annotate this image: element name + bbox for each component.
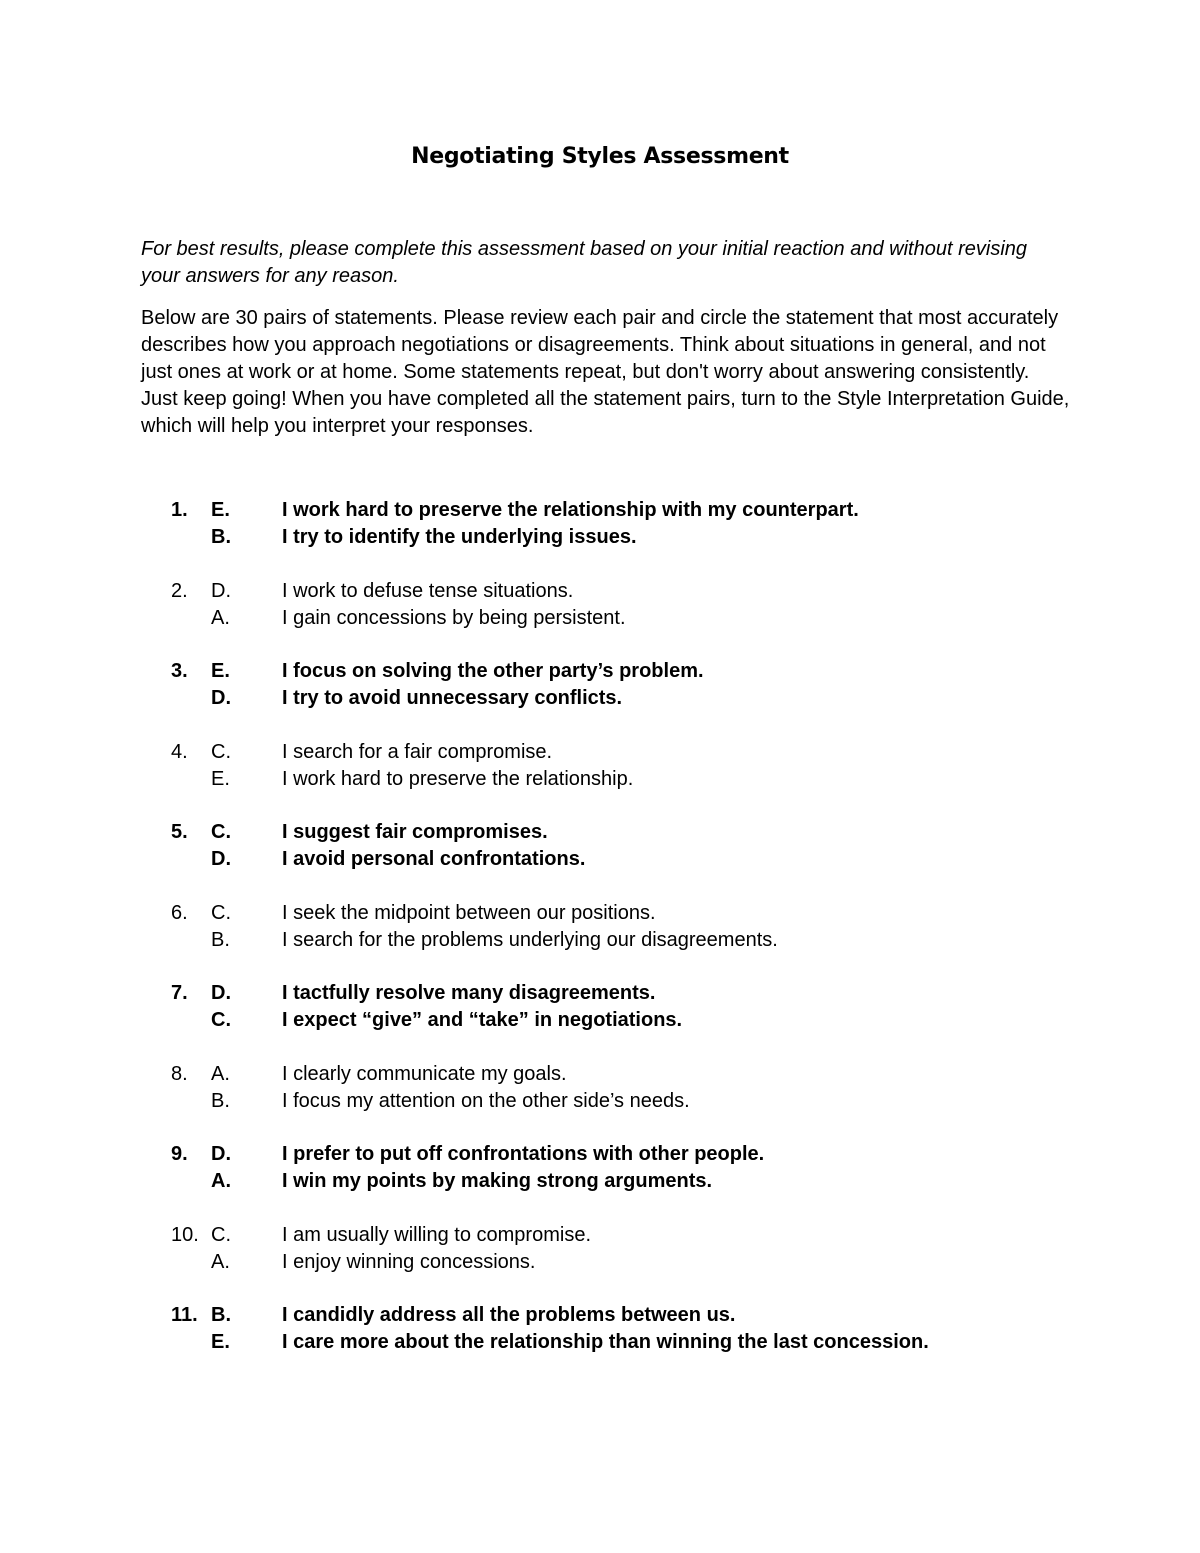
- option-letter: A.: [211, 1170, 231, 1192]
- option-letter: E.: [211, 660, 230, 682]
- question-number: 6.: [171, 901, 188, 924]
- statement-text: I candidly address all the problems between us.: [282, 1304, 736, 1326]
- option-letter: D.: [211, 579, 231, 602]
- option-letter: D.: [211, 1143, 231, 1165]
- statement-text: I gain concessions by being persistent.: [282, 606, 626, 629]
- page-title: Negotiating Styles Assessment: [411, 144, 789, 169]
- statement-text: I search for a fair compromise.: [282, 740, 553, 763]
- question-pair-9: [0, 1141, 1200, 1195]
- statement-text: I try to avoid unnecessary conflicts.: [282, 687, 623, 709]
- question-number: 1.: [171, 499, 188, 521]
- option-letter: C.: [211, 901, 231, 924]
- question-pair-4: [0, 739, 1200, 793]
- question-pair-11: [0, 1302, 1200, 1356]
- question-number: 4.: [171, 740, 188, 763]
- option-letter: E.: [211, 499, 230, 521]
- option-letter: B.: [211, 928, 230, 951]
- option-letter: C.: [211, 821, 231, 843]
- statement-text: I suggest fair compromises.: [282, 821, 548, 843]
- question-pair-2: [0, 578, 1200, 632]
- option-letter: B.: [211, 1304, 231, 1326]
- statement-text: I try to identify the underlying issues.: [282, 526, 637, 548]
- option-letter: D.: [211, 687, 231, 709]
- question-list: [0, 497, 1200, 1383]
- option-letter: C.: [211, 1009, 231, 1031]
- statement-text: I seek the midpoint between our positions.: [282, 901, 656, 924]
- option-letter: A.: [211, 1062, 230, 1085]
- option-letter: B.: [211, 1089, 230, 1112]
- question-number: 7.: [171, 982, 188, 1004]
- question-number: 8.: [171, 1062, 188, 1085]
- statement-text: I search for the problems underlying our disagreements.: [282, 928, 778, 951]
- question-pair-8: [0, 1061, 1200, 1115]
- statement-text: I work to defuse tense situations.: [282, 579, 574, 602]
- question-pair-1: [0, 497, 1200, 551]
- option-letter: C.: [211, 1223, 231, 1246]
- question-number: 10.: [171, 1223, 199, 1246]
- statement-text: I prefer to put off confrontations with other people.: [282, 1143, 765, 1165]
- option-letter: C.: [211, 740, 231, 763]
- option-letter: B.: [211, 526, 231, 548]
- question-number: 5.: [171, 821, 188, 843]
- statement-text: I win my points by making strong arguments.: [282, 1170, 713, 1192]
- statement-text: I am usually willing to compromise.: [282, 1223, 591, 1246]
- statement-text: I focus on solving the other party’s problem.: [282, 660, 704, 682]
- question-pair-10: [0, 1222, 1200, 1276]
- statement-text: I enjoy winning concessions.: [282, 1250, 536, 1273]
- question-pair-6: [0, 900, 1200, 954]
- question-number: 3.: [171, 660, 188, 682]
- statement-text: I focus my attention on the other side’s needs.: [282, 1089, 690, 1112]
- instructions-italic: For best results, please complete this assessment based on your initial reaction and without revising your answers for any reason.: [141, 238, 1028, 287]
- statement-text: I work hard to preserve the relationship with my counterpart.: [282, 499, 859, 521]
- question-pair-5: [0, 819, 1200, 873]
- question-pair-7: [0, 980, 1200, 1034]
- question-number: 2.: [171, 579, 188, 602]
- instructions-body: Below are 30 pairs of statements. Please review each pair and circle the statement that most accurately describes how you approach negotiations or disagreements. Think about situations in general, and not just ones at work or at home. Some statements repeat, but don't worry about answering consistently. Just keep going! When you have completed all the statement pairs, turn to the Style Interpretation Guide, which will help you interpret your responses.: [141, 307, 1070, 437]
- statement-text: I avoid personal confrontations.: [282, 848, 586, 870]
- question-number: 9.: [171, 1143, 188, 1165]
- option-letter: E.: [211, 767, 230, 790]
- option-letter: E.: [211, 1331, 230, 1353]
- option-letter: D.: [211, 848, 231, 870]
- question-number: 11.: [171, 1304, 198, 1326]
- statement-text: I tactfully resolve many disagreements.: [282, 982, 656, 1004]
- option-letter: A.: [211, 1250, 230, 1273]
- statement-text: I work hard to preserve the relationship.: [282, 767, 634, 790]
- option-letter: D.: [211, 982, 231, 1004]
- option-letter: A.: [211, 606, 230, 629]
- statement-text: I clearly communicate my goals.: [282, 1062, 567, 1085]
- question-pair-3: [0, 658, 1200, 712]
- statement-text: I care more about the relationship than winning the last concession.: [282, 1331, 929, 1353]
- statement-text: I expect “give” and “take” in negotiations.: [282, 1009, 683, 1031]
